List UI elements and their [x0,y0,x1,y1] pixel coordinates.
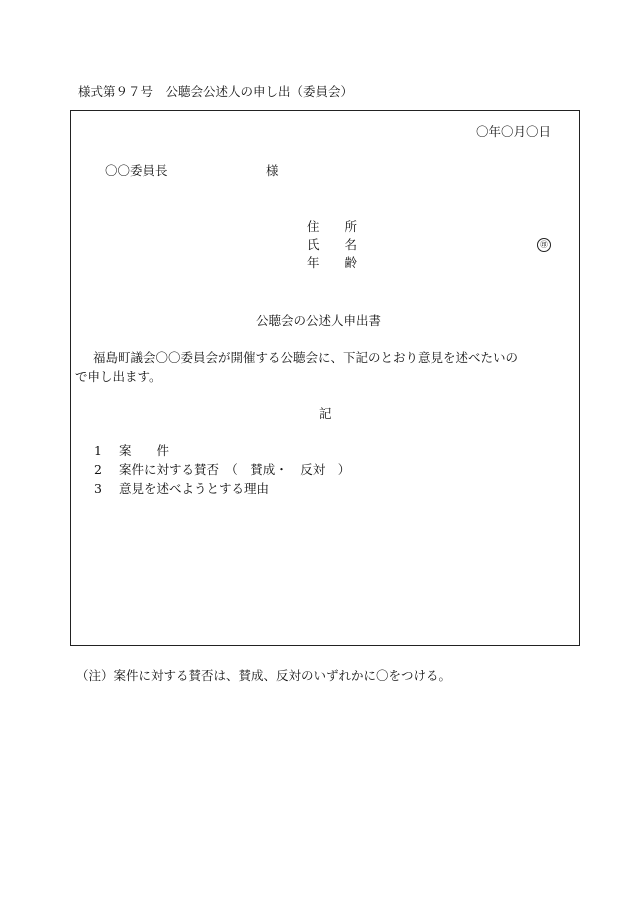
form-title: 様式第９７号 公聴会公述人の申し出（委員会） [78,84,354,99]
body-line-1: 福島町議会〇〇委員会が開催する公聴会に、下記のとおり意見を述べたいの [93,350,519,365]
item-2-text: 案件に対する賛否 （ 賛成・ 反対 ） [119,462,351,477]
ki-heading: 記 [319,406,332,421]
age-label: 年 齢 [307,255,358,270]
footer-note: （注）案件に対する賛否は、賛成、反対のいずれかに〇をつける。 [76,668,452,683]
body-line-2: で申し出ます。 [75,369,162,384]
item-2-number: 2 [94,462,102,477]
item-3-text: 意見を述べようとする理由 [119,481,270,496]
date: 〇年〇月〇日 [475,124,551,139]
honorific: 様 [266,163,279,178]
name-label: 氏 名 [307,237,358,252]
document-title: 公聴会の公述人申出書 [256,313,382,328]
seal-mark: ㊞ [537,238,551,252]
item-1-number: 1 [94,443,102,458]
form-frame [70,110,580,646]
item-1-text: 案 件 [119,443,170,458]
address-label: 住 所 [307,219,358,234]
addressee: 〇〇委員長 [105,163,168,178]
item-3-number: 3 [94,481,102,496]
